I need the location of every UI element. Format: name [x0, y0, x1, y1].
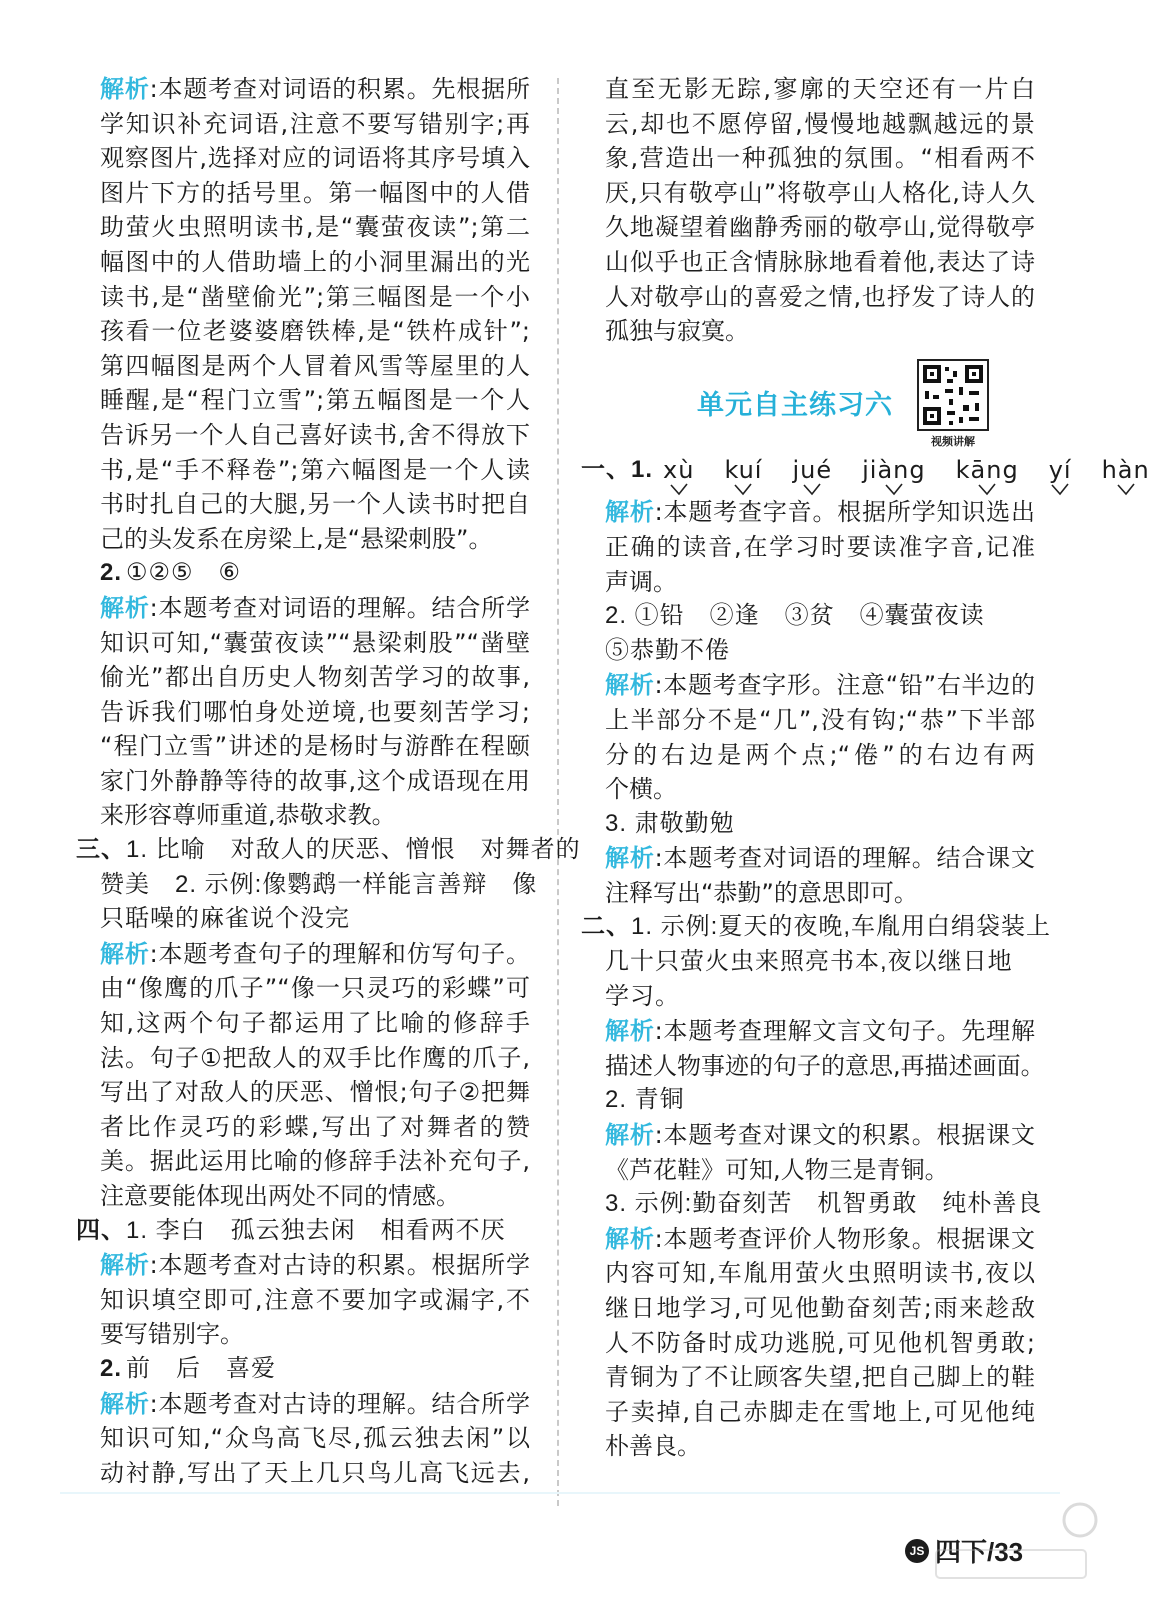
pinyin-item: hàn [1102, 453, 1150, 488]
check-mark-icon [885, 483, 903, 495]
answer-r2b: 2. 青铜 [605, 1086, 685, 1114]
analysis-label: 解析 [605, 498, 655, 527]
analysis-block-r2: 解析:本题考查字形。注意“铅”右半边的 上半部分不是“几”,没有钩;“恭”下半部 分的右边是两个点;“倦”的右边有两 个横。 [605, 671, 1036, 804]
column-divider [557, 78, 559, 1506]
analysis-label: 解析 [605, 1224, 655, 1253]
analysis-block-1: 解析:本题考查对词语的积累。先根据所 学知识补充词语,注意不要写错别字;再 观察图片,选择对应的词语将其序号填入 图片下方的括号里。第一幅图中的人借 助萤火虫照明读书,是“囊萤夜读”;第二 幅图中的人借助墙上的小洞里漏出的光 读书,是“凿壁偷光”;第三幅图是一个小 孩看一位老婆婆磨铁棒,是“铁杵成针”; 第四幅图是两个人冒着风雪等屋里的人 睡醒,是“程门立雪”;第五幅图是一个人 告诉另一个人自己喜好读书,舍不得放下 书,是“手不释卷”;第六幅图是一个人读 书时扎自己的大腿,另一个人读书时把自 己的头发系在房梁上,是“悬梁刺股”。 [100, 75, 530, 553]
check-mark-icon [1051, 483, 1069, 495]
answer-r2-line1: 2. ①铅 ②逢 ③贫 ④囊萤夜读 [605, 602, 985, 630]
pinyin-item: jué [792, 453, 832, 488]
pinyin-item: yí [1049, 453, 1072, 488]
left-column [76, 72, 581, 1490]
analysis-block-3: 解析:本题考查句子的理解和仿写句子。 由“像鹰的爪子”“像一只灵巧的彩蝶”可 知,这两个句子都运用了比喻的修辞手 法。句子①把敌人的双手比作鹰的爪子, 写出了对敌人的厌恶、憎恨;句子②把舞 者比作灵巧的彩蝶,写出了对舞者的赞 美。据此运用比喻的修辞手法补充句子, 注意要能体现出两处不同的情感。 [100, 939, 530, 1210]
analysis-label: 解析 [100, 593, 150, 622]
analysis-block-5: 解析:本题考查对古诗的理解。结合所学 知识可知,“众鸟高飞尽,孤云独去闲”以 动衬静,写出了天上几只鸟儿高飞远去, [100, 1389, 530, 1487]
pinyin-item: jiàng [862, 453, 926, 488]
answer-2: 2. ①②⑤ ⑥ [100, 559, 242, 587]
section-marker: 四、 [76, 1216, 126, 1244]
section-2-answers: 二、1. 示例:夏天的夜晚,车胤用白绢袋装上 几十只萤火虫来照亮书本,夜以继日地 学习。 [581, 913, 1052, 1010]
continued-analysis: 直至无影无踪,寥廓的天空还有一片白 云,却也不愿停留,慢慢地越飘越远的景 象,营造出一种孤独的氛围。“相看两不 厌,只有敬亭山”将敬亭山人格化,诗人久 久地凝望着幽静秀丽的敬亭山,觉得敬亭 山似乎也正含情脉脉地看着他,表达了诗 人对敬亭山的喜爱之情,也抒发了诗人的 孤独与寂寞。 [605, 75, 1035, 346]
watermark-logo [930, 1490, 1100, 1590]
pinyin-item: kuí [724, 453, 762, 488]
qr-code-icon[interactable] [917, 359, 989, 431]
check-mark-icon [803, 483, 821, 495]
analysis-block-r3: 解析:本题考查对词语的理解。结合课文 注释写出“恭勤”的意思即可。 [605, 844, 1035, 907]
check-mark-icon [670, 483, 688, 495]
analysis-block-4: 解析:本题考查对古诗的积累。根据所学 知识填空即可,注意不要加字或漏字,不 要写错别字。 [100, 1251, 530, 1349]
section-marker: 二、 [581, 913, 631, 941]
js-badge-icon: JS [905, 1539, 929, 1563]
answer-r2-line2: ⑤恭勤不倦 [605, 636, 730, 664]
analysis-block-r6: 解析:本题考查评价人物形象。根据课文 内容可知,车胤用萤火虫照明读书,夜以 继日地学习,可见他勤奋刻苦;雨来趁敌 人不防备时成功逃脱,可见他机智勇敢; 青铜为了不让顾客失望,把自己脚上的鞋 子卖掉,自己赤脚走在雪地上,可见他纯 朴善良。 [605, 1224, 1035, 1461]
answer-r3: 3. 肃敬勤勉 [605, 809, 735, 837]
section-marker: 一、 [581, 455, 631, 483]
analysis-label: 解析 [100, 1251, 150, 1280]
unit-title: 单元自主练习六 [697, 389, 893, 421]
check-mark-icon [734, 483, 752, 495]
answer-r3b: 3. 示例:勤奋刻苦 机智勇敢 纯朴善良 [605, 1190, 1043, 1218]
analysis-block-r1: 解析:本题考查字音。根据所学知识选出 正确的读音,在学习时要读准字音,记准 声调。 [605, 498, 1035, 596]
section-3-answers: 三、1. 比喻 对敌人的厌恶、憎恨 对舞者的 赞美 2. 示例:像鹦鹉一样能言善辩 像 只聒噪的麻雀说个没完 [76, 836, 581, 933]
analysis-block-r4: 解析:本题考查理解文言文句子。先理解 描述人物事迹的句子的意思,再描述画面。 [605, 1017, 1045, 1080]
page-number: JS 四下/33 [905, 1532, 1023, 1569]
analysis-label: 解析 [100, 1389, 150, 1418]
analysis-label: 解析 [605, 671, 655, 700]
answer-4-2: 2. 前 后 喜爱 [100, 1354, 277, 1382]
analysis-label: 解析 [605, 844, 655, 873]
analysis-label: 解析 [100, 939, 150, 968]
right-column [581, 72, 1150, 1464]
analysis-label: 解析 [100, 75, 150, 103]
pinyin-item: kāng [956, 453, 1019, 488]
section-marker: 三、 [76, 836, 126, 864]
analysis-label: 解析 [605, 1017, 655, 1046]
check-mark-icon [1117, 483, 1135, 495]
analysis-label: 解析 [605, 1121, 655, 1150]
pinyin-item: xù [663, 453, 694, 488]
section-4-answer: 四、1. 李白 孤云独去闲 相看两不厌 [76, 1216, 506, 1244]
footer-rule [60, 1492, 1060, 1504]
analysis-block-r5: 解析:本题考查对课文的积累。根据课文 《芦花鞋》可知,人物三是青铜。 [605, 1121, 1035, 1184]
unit-header [605, 359, 1035, 451]
pinyin-answers: 一、 1. xù kuí jué jiàng kāng yí hàn [605, 453, 1035, 488]
qr-label: 视频讲解 [931, 434, 975, 448]
analysis-block-2: 解析:本题考查对词语的理解。结合所学 知识可知,“囊萤夜读”“悬梁刺股”“凿壁 偷光”都出自历史人物刻苦学习的故事, 告诉我们哪怕身处逆境,也要刻苦学习; “程门立雪”讲述的是杨时与游酢在程颐 家门外静静等待的故事,这个成语现在用 来形容尊师重道,恭敬求教。 [100, 593, 530, 830]
check-mark-icon [978, 483, 996, 495]
